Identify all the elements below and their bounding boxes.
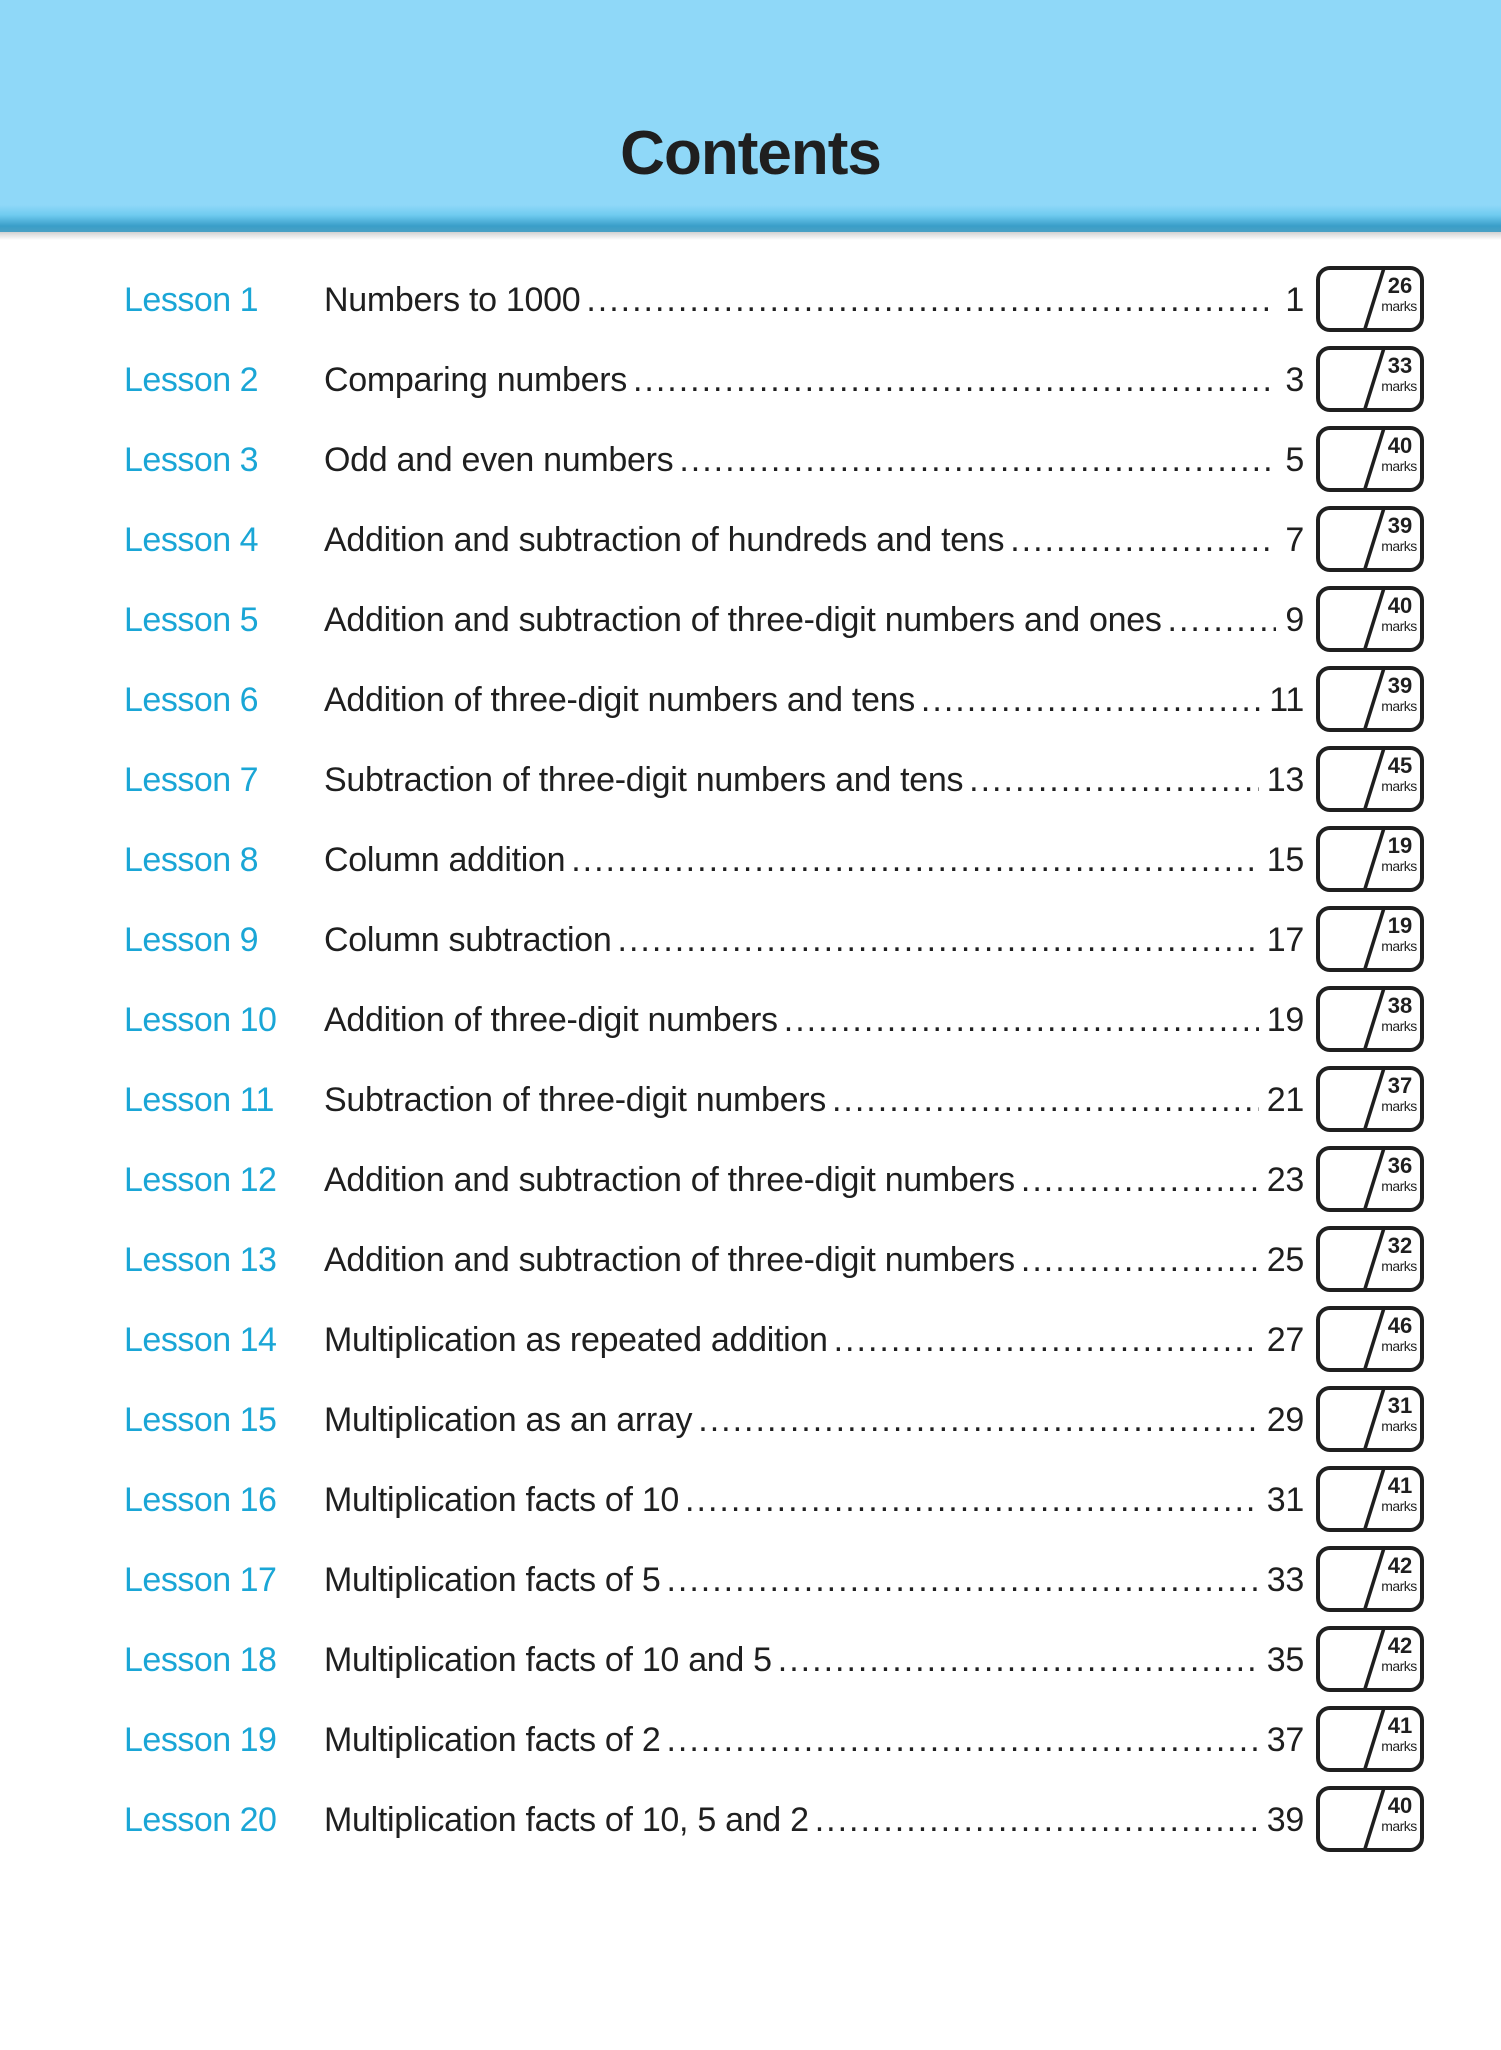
page-number: 13 [1266, 761, 1304, 799]
table-of-contents [0, 262, 1501, 1862]
lesson-title: Multiplication facts of 10 [324, 1481, 680, 1519]
score-box[interactable] [1316, 1546, 1424, 1612]
lesson-title: Addition and subtraction of three-digit numbers and ones [324, 601, 1162, 639]
total-marks: 37 [1387, 1073, 1413, 1098]
lesson-label: Lesson 7 [124, 761, 258, 799]
dot-leader [921, 680, 1261, 720]
total-marks: 19 [1387, 833, 1413, 858]
lesson-label: Lesson 8 [124, 841, 258, 879]
marks-unit-label: marks [1381, 618, 1417, 634]
lesson-entry[interactable] [324, 1560, 1304, 1600]
score-box[interactable] [1316, 746, 1424, 812]
dot-leader [571, 840, 1259, 880]
lesson-label: Lesson 5 [124, 601, 258, 639]
toc-row[interactable] [0, 1062, 1501, 1142]
lesson-title: Addition and subtraction of hundreds and tens [324, 521, 1005, 559]
marks-unit-label: marks [1381, 1578, 1417, 1594]
score-box[interactable] [1316, 586, 1424, 652]
toc-row[interactable] [0, 1142, 1501, 1222]
toc-row[interactable] [0, 502, 1501, 582]
lesson-label: Lesson 6 [124, 681, 258, 719]
marks-unit-label: marks [1381, 778, 1417, 794]
page-number: 25 [1266, 1241, 1304, 1279]
page-number: 33 [1266, 1561, 1304, 1599]
marks-unit-label: marks [1381, 298, 1417, 314]
lesson-entry[interactable] [324, 680, 1304, 720]
score-box[interactable] [1316, 1146, 1424, 1212]
page-number: 35 [1266, 1641, 1304, 1679]
toc-row[interactable] [0, 262, 1501, 342]
dot-leader [834, 1320, 1259, 1360]
lesson-title: Odd and even numbers [324, 441, 674, 479]
score-box[interactable] [1316, 346, 1424, 412]
lesson-label: Lesson 1 [124, 281, 258, 319]
dot-leader [679, 440, 1276, 480]
lesson-title: Multiplication facts of 10, 5 and 2 [324, 1801, 809, 1839]
dot-leader [778, 1640, 1259, 1680]
lesson-title: Multiplication as repeated addition [324, 1321, 828, 1359]
page-number: 37 [1266, 1721, 1304, 1759]
total-marks: 40 [1387, 593, 1413, 618]
page-number: 17 [1266, 921, 1304, 959]
total-marks: 41 [1387, 1713, 1413, 1738]
page-number: 9 [1285, 601, 1304, 639]
score-box[interactable] [1316, 826, 1424, 892]
marks-unit-label: marks [1381, 1418, 1417, 1434]
page-number: 3 [1285, 361, 1304, 399]
dot-leader [784, 1000, 1259, 1040]
contents-header-band [0, 0, 1501, 232]
lesson-title: Numbers to 1000 [324, 281, 581, 319]
score-box[interactable] [1316, 1306, 1424, 1372]
lesson-label: Lesson 4 [124, 521, 258, 559]
dot-leader [832, 1080, 1259, 1120]
marks-unit-label: marks [1381, 1178, 1417, 1194]
total-marks: 26 [1387, 273, 1413, 298]
toc-row[interactable] [0, 1302, 1501, 1382]
marks-unit-label: marks [1381, 1258, 1417, 1274]
marks-unit-label: marks [1381, 1338, 1417, 1354]
lesson-title: Addition of three-digit numbers and tens [324, 681, 915, 719]
dot-leader [1168, 600, 1276, 640]
marks-unit-label: marks [1381, 1018, 1417, 1034]
total-marks: 40 [1387, 1793, 1413, 1818]
toc-row[interactable] [0, 1382, 1501, 1462]
total-marks: 33 [1387, 353, 1413, 378]
lesson-title: Multiplication as an array [324, 1401, 693, 1439]
total-marks: 19 [1387, 913, 1413, 938]
marks-unit-label: marks [1381, 1098, 1417, 1114]
dot-leader [586, 280, 1276, 320]
lesson-label: Lesson 3 [124, 441, 258, 479]
dot-leader [1010, 520, 1276, 560]
toc-row[interactable] [0, 822, 1501, 902]
total-marks: 39 [1387, 673, 1413, 698]
lesson-entry[interactable] [324, 520, 1304, 560]
score-box[interactable] [1316, 1786, 1424, 1852]
score-box[interactable] [1316, 1706, 1424, 1772]
toc-row[interactable] [0, 422, 1501, 502]
lesson-label: Lesson 13 [124, 1241, 277, 1279]
page-number: 29 [1266, 1401, 1304, 1439]
total-marks: 39 [1387, 513, 1413, 538]
score-box[interactable] [1316, 1466, 1424, 1532]
page-number: 19 [1266, 1001, 1304, 1039]
lesson-entry[interactable] [324, 920, 1304, 960]
lesson-entry[interactable] [324, 1080, 1304, 1120]
dot-leader [666, 1560, 1258, 1600]
marks-unit-label: marks [1381, 1498, 1417, 1514]
page-number: 5 [1285, 441, 1304, 479]
lesson-title: Subtraction of three-digit numbers [324, 1081, 826, 1119]
dot-leader [969, 760, 1259, 800]
score-box[interactable] [1316, 1226, 1424, 1292]
lesson-label: Lesson 14 [124, 1321, 277, 1359]
dot-leader [1021, 1240, 1259, 1280]
header-shadow [0, 232, 1501, 240]
total-marks: 42 [1387, 1553, 1413, 1578]
marks-unit-label: marks [1381, 858, 1417, 874]
dot-leader [618, 920, 1259, 960]
total-marks: 40 [1387, 433, 1413, 458]
lesson-label: Lesson 10 [124, 1001, 277, 1039]
page-number: 21 [1266, 1081, 1304, 1119]
marks-unit-label: marks [1381, 698, 1417, 714]
toc-row[interactable] [0, 1782, 1501, 1862]
toc-row[interactable] [0, 1462, 1501, 1542]
toc-row[interactable] [0, 902, 1501, 982]
lesson-label: Lesson 9 [124, 921, 258, 959]
score-box[interactable] [1316, 666, 1424, 732]
lesson-label: Lesson 16 [124, 1481, 277, 1519]
total-marks: 41 [1387, 1473, 1413, 1498]
score-box[interactable] [1316, 986, 1424, 1052]
dot-leader [666, 1720, 1258, 1760]
marks-unit-label: marks [1381, 378, 1417, 394]
lesson-entry[interactable] [324, 440, 1304, 480]
page-number: 1 [1285, 281, 1304, 319]
dot-leader [815, 1800, 1259, 1840]
lesson-entry[interactable] [324, 1320, 1304, 1360]
lesson-title: Comparing numbers [324, 361, 627, 399]
page-number: 31 [1266, 1481, 1304, 1519]
lesson-entry[interactable] [324, 1800, 1304, 1840]
lesson-title: Addition and subtraction of three-digit numbers [324, 1241, 1015, 1279]
page-number: 27 [1266, 1321, 1304, 1359]
page-number: 11 [1269, 681, 1304, 719]
lesson-entry[interactable] [324, 280, 1304, 320]
total-marks: 31 [1387, 1393, 1413, 1418]
score-box[interactable] [1316, 1386, 1424, 1452]
marks-unit-label: marks [1381, 538, 1417, 554]
toc-row[interactable] [0, 342, 1501, 422]
lesson-entry[interactable] [324, 760, 1304, 800]
dot-leader [633, 360, 1276, 400]
lesson-label: Lesson 12 [124, 1161, 277, 1199]
lesson-label: Lesson 19 [124, 1721, 277, 1759]
total-marks: 38 [1387, 993, 1413, 1018]
marks-unit-label: marks [1381, 1658, 1417, 1674]
toc-row[interactable] [0, 662, 1501, 742]
lesson-entry[interactable] [324, 360, 1304, 400]
marks-unit-label: marks [1381, 938, 1417, 954]
dot-leader [698, 1400, 1259, 1440]
dot-leader [685, 1480, 1259, 1520]
lesson-title: Multiplication facts of 10 and 5 [324, 1641, 772, 1679]
total-marks: 32 [1387, 1233, 1413, 1258]
toc-row[interactable] [0, 1622, 1501, 1702]
page-number: 15 [1266, 841, 1304, 879]
score-box[interactable] [1316, 906, 1424, 972]
toc-row[interactable] [0, 1702, 1501, 1782]
lesson-entry[interactable] [324, 1400, 1304, 1440]
marks-unit-label: marks [1381, 1818, 1417, 1834]
lesson-label: Lesson 2 [124, 361, 258, 399]
lesson-entry[interactable] [324, 840, 1304, 880]
toc-row[interactable] [0, 982, 1501, 1062]
lesson-label: Lesson 18 [124, 1641, 277, 1679]
toc-row[interactable] [0, 582, 1501, 662]
lesson-title: Addition of three-digit numbers [324, 1001, 778, 1039]
lesson-entry[interactable] [324, 1240, 1304, 1280]
lesson-label: Lesson 20 [124, 1801, 277, 1839]
total-marks: 45 [1387, 753, 1413, 778]
score-box[interactable] [1316, 506, 1424, 572]
lesson-title: Subtraction of three-digit numbers and tens [324, 761, 964, 799]
toc-row[interactable] [0, 742, 1501, 822]
total-marks: 46 [1387, 1313, 1413, 1338]
lesson-entry[interactable] [324, 600, 1304, 640]
page-number: 23 [1266, 1161, 1304, 1199]
lesson-label: Lesson 11 [124, 1081, 274, 1119]
lesson-entry[interactable] [324, 1480, 1304, 1520]
dot-leader [1021, 1160, 1259, 1200]
lesson-title: Multiplication facts of 5 [324, 1561, 661, 1599]
lesson-entry[interactable] [324, 1000, 1304, 1040]
lesson-entry[interactable] [324, 1640, 1304, 1680]
page-title: Contents [620, 119, 881, 188]
page-number: 7 [1285, 521, 1304, 559]
toc-row[interactable] [0, 1222, 1501, 1302]
lesson-entry[interactable] [324, 1720, 1304, 1760]
lesson-label: Lesson 17 [124, 1561, 277, 1599]
total-marks: 42 [1387, 1633, 1413, 1658]
lesson-entry[interactable] [324, 1160, 1304, 1200]
score-box[interactable] [1316, 1066, 1424, 1132]
score-box[interactable] [1316, 266, 1424, 332]
lesson-label: Lesson 15 [124, 1401, 277, 1439]
lesson-title: Column subtraction [324, 921, 612, 959]
toc-row[interactable] [0, 1542, 1501, 1622]
lesson-title: Column addition [324, 841, 566, 879]
marks-unit-label: marks [1381, 1738, 1417, 1754]
lesson-title: Addition and subtraction of three-digit numbers [324, 1161, 1015, 1199]
total-marks: 36 [1387, 1153, 1413, 1178]
score-box[interactable] [1316, 1626, 1424, 1692]
page-number: 39 [1266, 1801, 1304, 1839]
marks-unit-label: marks [1381, 458, 1417, 474]
score-box[interactable] [1316, 426, 1424, 492]
lesson-title: Multiplication facts of 2 [324, 1721, 661, 1759]
